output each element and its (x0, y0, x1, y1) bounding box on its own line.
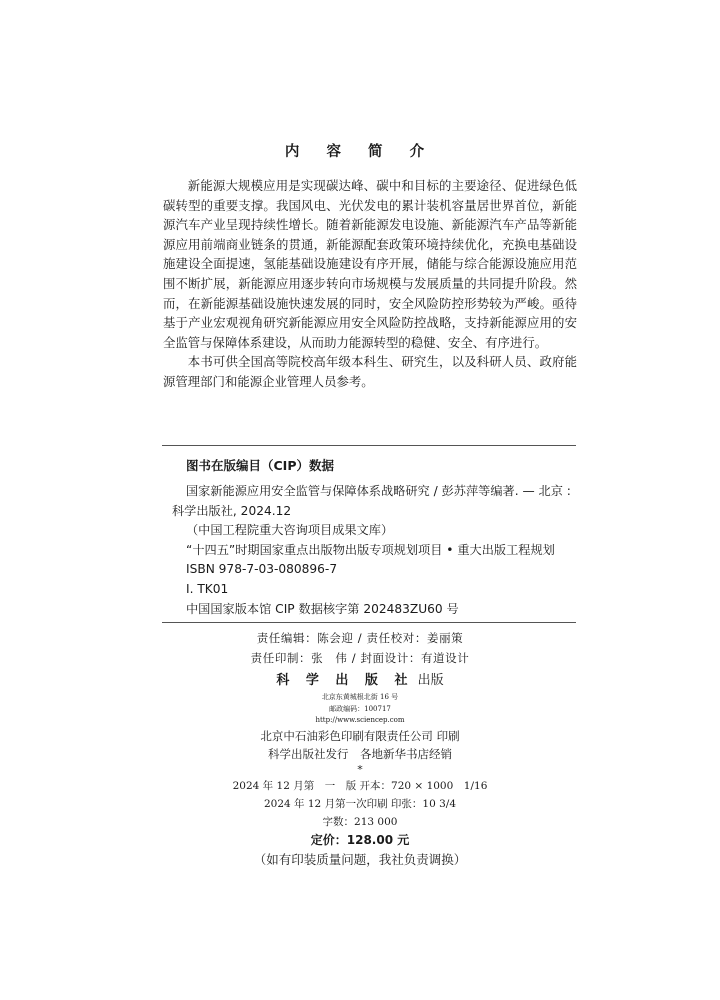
separator-star: * (357, 762, 363, 776)
cip-title-line: 国家新能源应用安全监管与保障体系战略研究 / 彭苏萍等编著. — 北京 : (186, 484, 571, 498)
summary-paragraph: 本书可供全国高等院校高年级本科生、研究生，以及科研人员、政府能源管理部门和能源企业管理人员参考。 (163, 354, 577, 389)
publisher-postcode: 邮政编码：100717 (329, 704, 391, 713)
cip-isbn: ISBN 978-7-03-080896-7 (186, 562, 338, 577)
publisher-website: http://www.sciencep.com (315, 716, 405, 724)
word-count: 字数：213 000 (322, 815, 398, 828)
cip-classification: Ⅰ. TK01 (186, 581, 229, 596)
cip-series: （中国工程院重大咨询项目成果文库） (186, 523, 394, 538)
quality-notice: （如有印装质量问题，我社负责调换） (253, 851, 467, 867)
summary-title: 内 容 简 介 (284, 144, 436, 160)
publisher-address: 北京东黄城根北街 16 号 (321, 693, 399, 701)
summary-paragraph: 新能源大规模应用是实现碳达峰、碳中和目标的主要途径、促进绿色低碳转型的重要支撑。我国风电、光伏发电的累计装机容量居世界首位，新能源汽车产业呈现持续性增长。随着新能源发电设施、新能源汽车产品等新能源应用前端商业链条的贯通，新能源配套政策环境持续优化，充换电基础设施建设全面提速，氢能基础设施建设有序开展，储能与综合能源设施应用范围不断扩展，新能源应用逐步转向市场规模与发展质量的共同提升阶段。然而，在新能源基础设施快速发展的同时，安全风险防控形势较为严峻。亟待基于产业宏观视角研究新能源应用安全风险防控战略，支持新能源应用的安全监管与保障体系建设，从而助力能源转型的稳健、安全、有序进行。 (163, 178, 577, 350)
cip-project: “十四五”时期国家重点出版物出版专项规划项目 • 重大出版工程规划 (186, 542, 555, 557)
edition-line: 2024 年 12 月第 一 版 开本：720 × 1000 1/16 (232, 779, 488, 792)
publisher-brand: 科 学 出 版 社 (276, 673, 414, 688)
publisher-suffix: 出版 (417, 673, 444, 688)
publisher-name (0, 670, 720, 692)
cip-record (172, 482, 576, 619)
editors-credit: 责任编辑：陈会迎 / 责任校对：姜丽策 (256, 631, 464, 645)
cip-heading: 图书在版编目（CIP）数据 (186, 458, 334, 473)
price: 定价：128.00 元 (310, 832, 410, 847)
printer-line: 北京中石油彩色印刷有限责任公司 印刷 (260, 728, 460, 743)
cip-publisher-line: 科学出版社, 2024.12 (172, 503, 292, 518)
distribution-line: 科学出版社发行 各地新华书店经销 (268, 746, 452, 761)
summary-text (163, 176, 577, 392)
cip-data-number: 中国国家版本馆 CIP 数据核字第 202483ZU60 号 (186, 601, 459, 616)
impression-line: 2024 年 12 月第一次印刷 印张：10 3/4 (263, 797, 457, 810)
printing-credit: 责任印制：张 伟 / 封面设计：有道设计 (250, 651, 470, 665)
divider (162, 445, 576, 446)
imprint (0, 628, 720, 870)
divider (162, 622, 576, 623)
